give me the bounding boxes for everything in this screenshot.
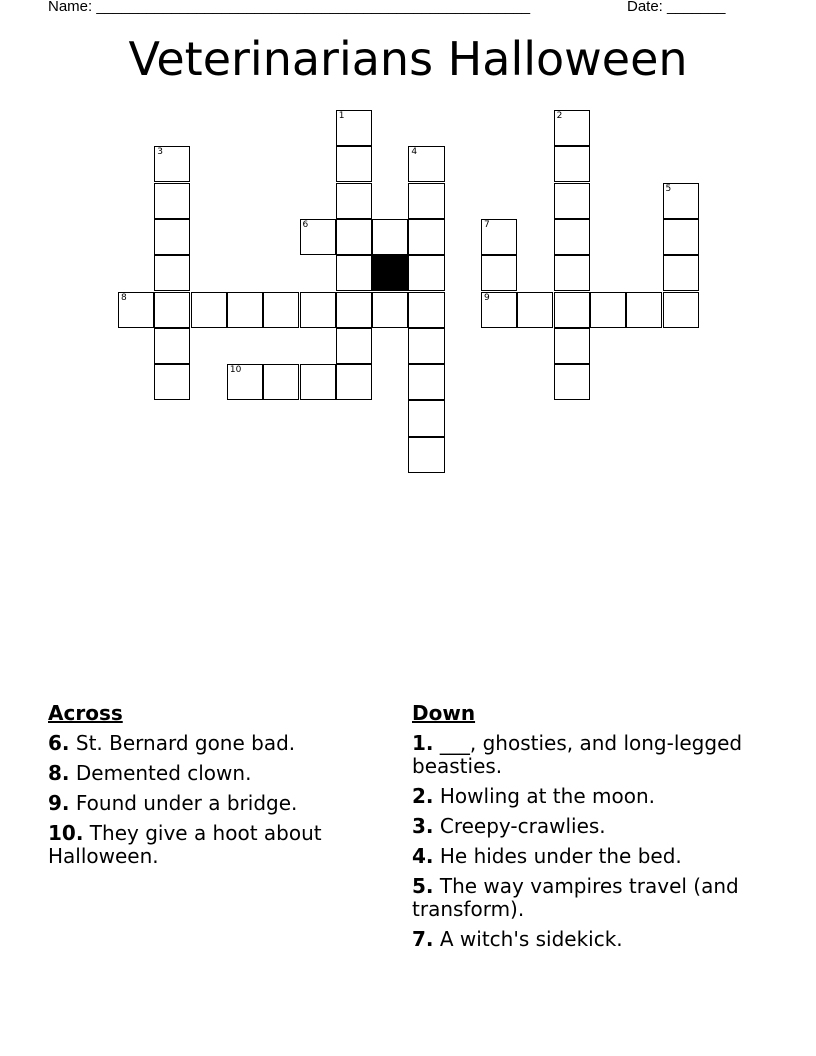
- grid-cell[interactable]: [300, 292, 336, 328]
- clue-number-label: 8: [121, 292, 127, 303]
- clue-number-label: 3: [157, 147, 164, 158]
- clue-number: 6.: [48, 731, 70, 755]
- clue-number: 5.: [412, 874, 434, 898]
- grid-cell[interactable]: [191, 292, 227, 328]
- clue-number-label: 4: [411, 147, 418, 158]
- grid-cell[interactable]: [336, 110, 372, 146]
- grid-cell[interactable]: [408, 219, 444, 255]
- clue-number-label: 9: [484, 292, 490, 303]
- grid-cell[interactable]: [408, 255, 444, 291]
- grid-cell[interactable]: [300, 219, 336, 255]
- grid-cell[interactable]: [663, 183, 699, 219]
- down-clue: [412, 845, 752, 868]
- grid-cell[interactable]: [372, 219, 408, 255]
- grid-cell[interactable]: [263, 364, 299, 400]
- grid-cell[interactable]: [554, 110, 590, 146]
- grid-cell[interactable]: [626, 292, 662, 328]
- grid-cell[interactable]: [408, 183, 444, 219]
- clue-text: ___, ghosties, and long-legged beasties.: [412, 731, 743, 778]
- grid-cell[interactable]: [408, 437, 444, 473]
- across-clue: [48, 822, 388, 868]
- clue-number: 9.: [48, 791, 70, 815]
- grid-cell[interactable]: [554, 219, 590, 255]
- grid-cell[interactable]: [154, 292, 190, 328]
- grid-cell[interactable]: [590, 292, 626, 328]
- grid-cell[interactable]: [336, 255, 372, 291]
- grid-cell[interactable]: [554, 255, 590, 291]
- down-clue: [412, 815, 752, 838]
- grid-cell[interactable]: [154, 364, 190, 400]
- across-clue: [48, 762, 388, 785]
- grid-cell[interactable]: [154, 255, 190, 291]
- clue-number: 8.: [48, 761, 70, 785]
- grid-block: [372, 255, 408, 291]
- grid-cell[interactable]: [336, 183, 372, 219]
- grid-cell[interactable]: [336, 146, 372, 182]
- clue-text: St. Bernard gone bad.: [75, 731, 296, 755]
- grid-cell[interactable]: [300, 364, 336, 400]
- grid-cell[interactable]: [263, 292, 299, 328]
- date-field: Date: _______: [627, 0, 726, 15]
- clue-text: A witch's sidekick.: [439, 927, 623, 951]
- clue-number-label: 2: [556, 111, 563, 121]
- grid-cell[interactable]: [408, 292, 444, 328]
- grid-cell[interactable]: [408, 364, 444, 400]
- page-title: Veterinarians Halloween: [128, 32, 688, 86]
- across-clues: [48, 702, 388, 875]
- grid-cell[interactable]: [118, 292, 154, 328]
- across-clue: [48, 732, 388, 755]
- grid-cell[interactable]: [554, 292, 590, 328]
- grid-cell[interactable]: [372, 292, 408, 328]
- crossword-grid: [0, 0, 816, 520]
- down-clue: [412, 875, 752, 921]
- grid-cell[interactable]: [554, 183, 590, 219]
- grid-cell[interactable]: [336, 219, 372, 255]
- down-clue: [412, 928, 752, 951]
- grid-cell[interactable]: [336, 328, 372, 364]
- grid-cell[interactable]: [154, 183, 190, 219]
- clue-number-label: 7: [484, 219, 490, 230]
- grid-cell[interactable]: [154, 219, 190, 255]
- clue-number-label: 1: [338, 111, 345, 121]
- grid-cell[interactable]: [663, 219, 699, 255]
- grid-cell[interactable]: [481, 292, 517, 328]
- grid-cell[interactable]: [408, 146, 444, 182]
- down-clue: [412, 785, 752, 808]
- grid-cell[interactable]: [554, 364, 590, 400]
- grid-cell[interactable]: [154, 328, 190, 364]
- clue-number-label: 6: [302, 219, 309, 230]
- clue-number: 4.: [412, 844, 434, 868]
- grid-cell[interactable]: [336, 364, 372, 400]
- clue-number: 7.: [412, 927, 434, 951]
- grid-cell[interactable]: [336, 292, 372, 328]
- grid-cell[interactable]: [517, 292, 553, 328]
- name-field: Name: ____________________________________________________: [48, 0, 531, 15]
- across-heading: Across: [48, 701, 123, 725]
- grid-cell[interactable]: [227, 364, 263, 400]
- down-clues: [412, 702, 752, 958]
- clue-number: 10.: [48, 821, 84, 845]
- clue-text: They give a hoot about Halloween.: [48, 821, 322, 868]
- clue-number: 3.: [412, 814, 434, 838]
- clue-number-label: 10: [229, 365, 242, 376]
- down-heading: Down: [412, 701, 476, 725]
- clue-text: He hides under the bed.: [439, 844, 682, 868]
- clue-text: Demented clown.: [75, 761, 252, 785]
- grid-cell[interactable]: [408, 400, 444, 436]
- clue-text: The way vampires travel (and transform).: [412, 874, 739, 921]
- grid-cell[interactable]: [227, 292, 263, 328]
- grid-cell[interactable]: [663, 292, 699, 328]
- clue-number: 1.: [412, 731, 434, 755]
- grid-cell[interactable]: [481, 255, 517, 291]
- grid-cell[interactable]: [554, 146, 590, 182]
- grid-cell[interactable]: [481, 219, 517, 255]
- grid-cell[interactable]: [554, 328, 590, 364]
- clue-text: Found under a bridge.: [75, 791, 298, 815]
- clue-text: Howling at the moon.: [439, 784, 655, 808]
- clue-number-label: 5: [665, 183, 672, 194]
- down-clue: [412, 732, 752, 778]
- grid-cell[interactable]: [408, 328, 444, 364]
- clue-number: 2.: [412, 784, 434, 808]
- grid-cell[interactable]: [663, 255, 699, 291]
- grid-cell[interactable]: [154, 146, 190, 182]
- clue-text: Creepy-crawlies.: [439, 814, 606, 838]
- across-clue: [48, 792, 388, 815]
